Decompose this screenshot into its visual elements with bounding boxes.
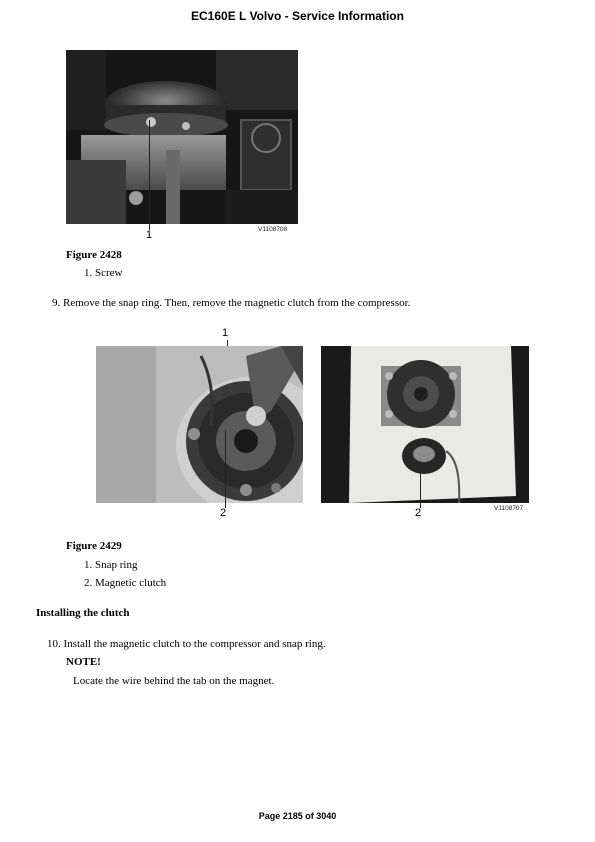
callout-1: 1 [222, 327, 229, 339]
callout-2: 2 [220, 507, 227, 519]
callout-leader-line [149, 120, 150, 230]
callout-leader-line [225, 430, 226, 508]
image-code: V1108708 [258, 226, 288, 233]
step-9: 9. Remove the snap ring. Then, remove the magnetic clutch from the compressor. [52, 297, 411, 309]
note-label: NOTE! [66, 656, 101, 668]
figure-caption: Figure 2429 [66, 540, 122, 552]
magnetic-clutch-photo [321, 346, 529, 503]
snap-ring-removal-photo [96, 346, 303, 503]
page-header: EC160E L Volvo - Service Information [191, 9, 404, 23]
page-footer: Page 2185 of 3040 [258, 811, 337, 821]
compressor-screw-photo [66, 50, 298, 224]
image-code: V1108707 [494, 505, 524, 512]
note-text: Locate the wire behind the tab on the magnet. [73, 675, 275, 687]
legend-item: 2. Magnetic clutch [84, 577, 167, 589]
legend-item: 1. Snap ring [84, 559, 138, 571]
callout-leader-line [420, 465, 421, 508]
callout-2: 2 [415, 507, 422, 519]
section-title: Installing the clutch [36, 607, 130, 619]
step-10: 10. Install the magnetic clutch to the compressor and snap ring. [47, 638, 326, 650]
legend-item: 1. Screw [84, 267, 123, 279]
figure-caption: Figure 2428 [66, 249, 122, 261]
callout-1: 1 [146, 229, 153, 241]
